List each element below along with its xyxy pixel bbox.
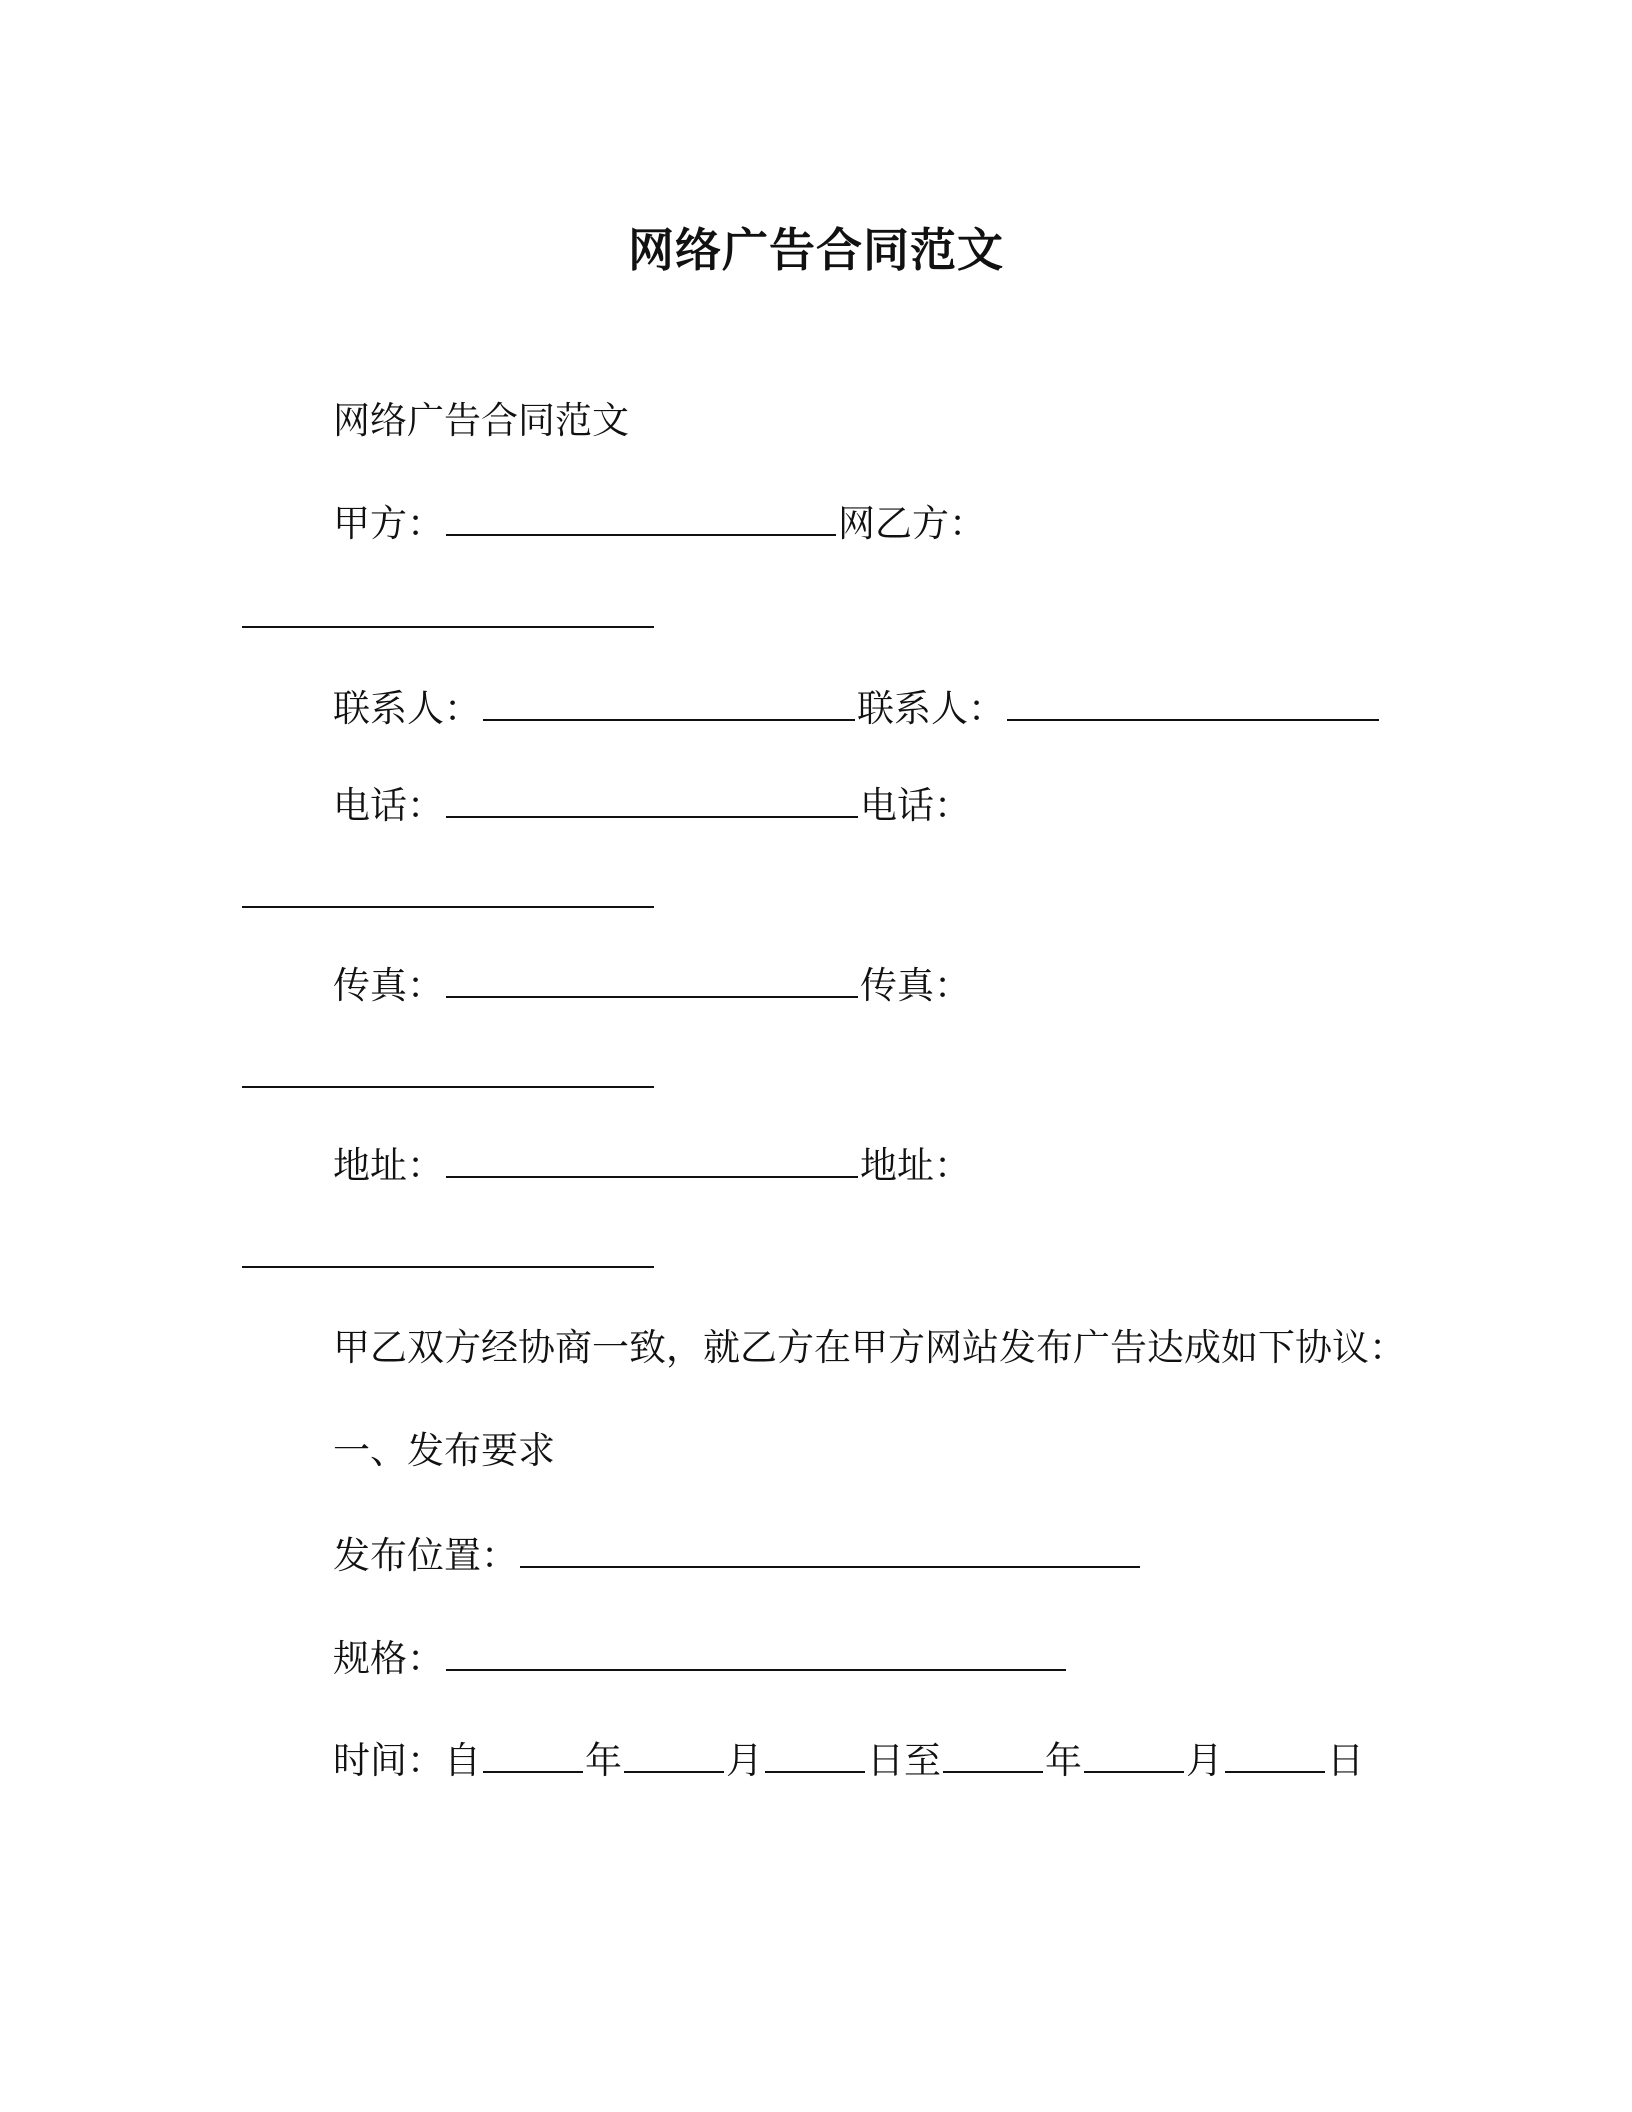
start-year-unit: 年: [585, 1739, 622, 1782]
fax-a-label: 传真：: [333, 964, 444, 1007]
position-blank[interactable]: [520, 1530, 1140, 1568]
position-line: [333, 1530, 1142, 1582]
time-from: 自: [444, 1739, 481, 1782]
fax-a-blank[interactable]: [446, 960, 858, 998]
contact-a-label: 联系人：: [333, 687, 481, 730]
end-year-unit: 年: [1045, 1739, 1082, 1782]
contact-b-label: 联系人：: [857, 687, 1005, 730]
position-label: 发布位置：: [333, 1534, 518, 1577]
end-year-blank[interactable]: [943, 1735, 1043, 1773]
party-b-continuation: [240, 590, 656, 642]
address-b-blank[interactable]: [242, 1230, 654, 1268]
phone-b-continuation: [240, 870, 656, 922]
contact-a-blank[interactable]: [483, 683, 855, 721]
fax-b-label: 传真：: [860, 964, 971, 1007]
fax-b-blank[interactable]: [242, 1050, 654, 1088]
fax-line: [333, 960, 971, 1012]
section-heading-publish-requirements: 一、发布要求: [333, 1429, 555, 1472]
start-year-blank[interactable]: [483, 1735, 583, 1773]
party-b-label: 网乙方：: [838, 502, 986, 545]
party-a-label: 甲方：: [333, 502, 444, 545]
contact-b-blank[interactable]: [1007, 683, 1379, 721]
time-label: 时间：: [333, 1739, 444, 1782]
document-title: 网络广告合同范文: [628, 223, 1004, 277]
spec-blank[interactable]: [446, 1633, 1066, 1671]
fax-b-continuation: [240, 1050, 656, 1102]
end-day-blank[interactable]: [1225, 1735, 1325, 1773]
start-month-blank[interactable]: [624, 1735, 724, 1773]
address-a-label: 地址：: [333, 1144, 444, 1187]
address-b-continuation: [240, 1230, 656, 1282]
end-month-blank[interactable]: [1084, 1735, 1184, 1773]
phone-b-blank[interactable]: [242, 870, 654, 908]
start-day-blank[interactable]: [765, 1735, 865, 1773]
party-line: [333, 498, 986, 550]
address-a-blank[interactable]: [446, 1140, 858, 1178]
agreement-intro: 甲乙双方经协商一致，就乙方在甲方网站发布广告达成如下协议：: [333, 1326, 1406, 1369]
contact-line: [333, 683, 1381, 735]
start-month-unit: 月: [726, 1739, 763, 1782]
phone-a-blank[interactable]: [446, 780, 858, 818]
time-line: [333, 1735, 1364, 1787]
spec-label: 规格：: [333, 1637, 444, 1680]
end-month-unit: 月: [1186, 1739, 1223, 1782]
party-a-blank[interactable]: [446, 498, 836, 536]
subtitle: 网络广告合同范文: [333, 399, 629, 442]
party-b-blank[interactable]: [242, 590, 654, 628]
phone-line: [333, 780, 971, 832]
start-day-unit-to: 日至: [867, 1739, 941, 1782]
end-day-unit: 日: [1327, 1739, 1364, 1782]
address-line: [333, 1140, 971, 1192]
phone-a-label: 电话：: [333, 784, 444, 827]
phone-b-label: 电话：: [860, 784, 971, 827]
spec-line: [333, 1633, 1068, 1685]
address-b-label: 地址：: [860, 1144, 971, 1187]
